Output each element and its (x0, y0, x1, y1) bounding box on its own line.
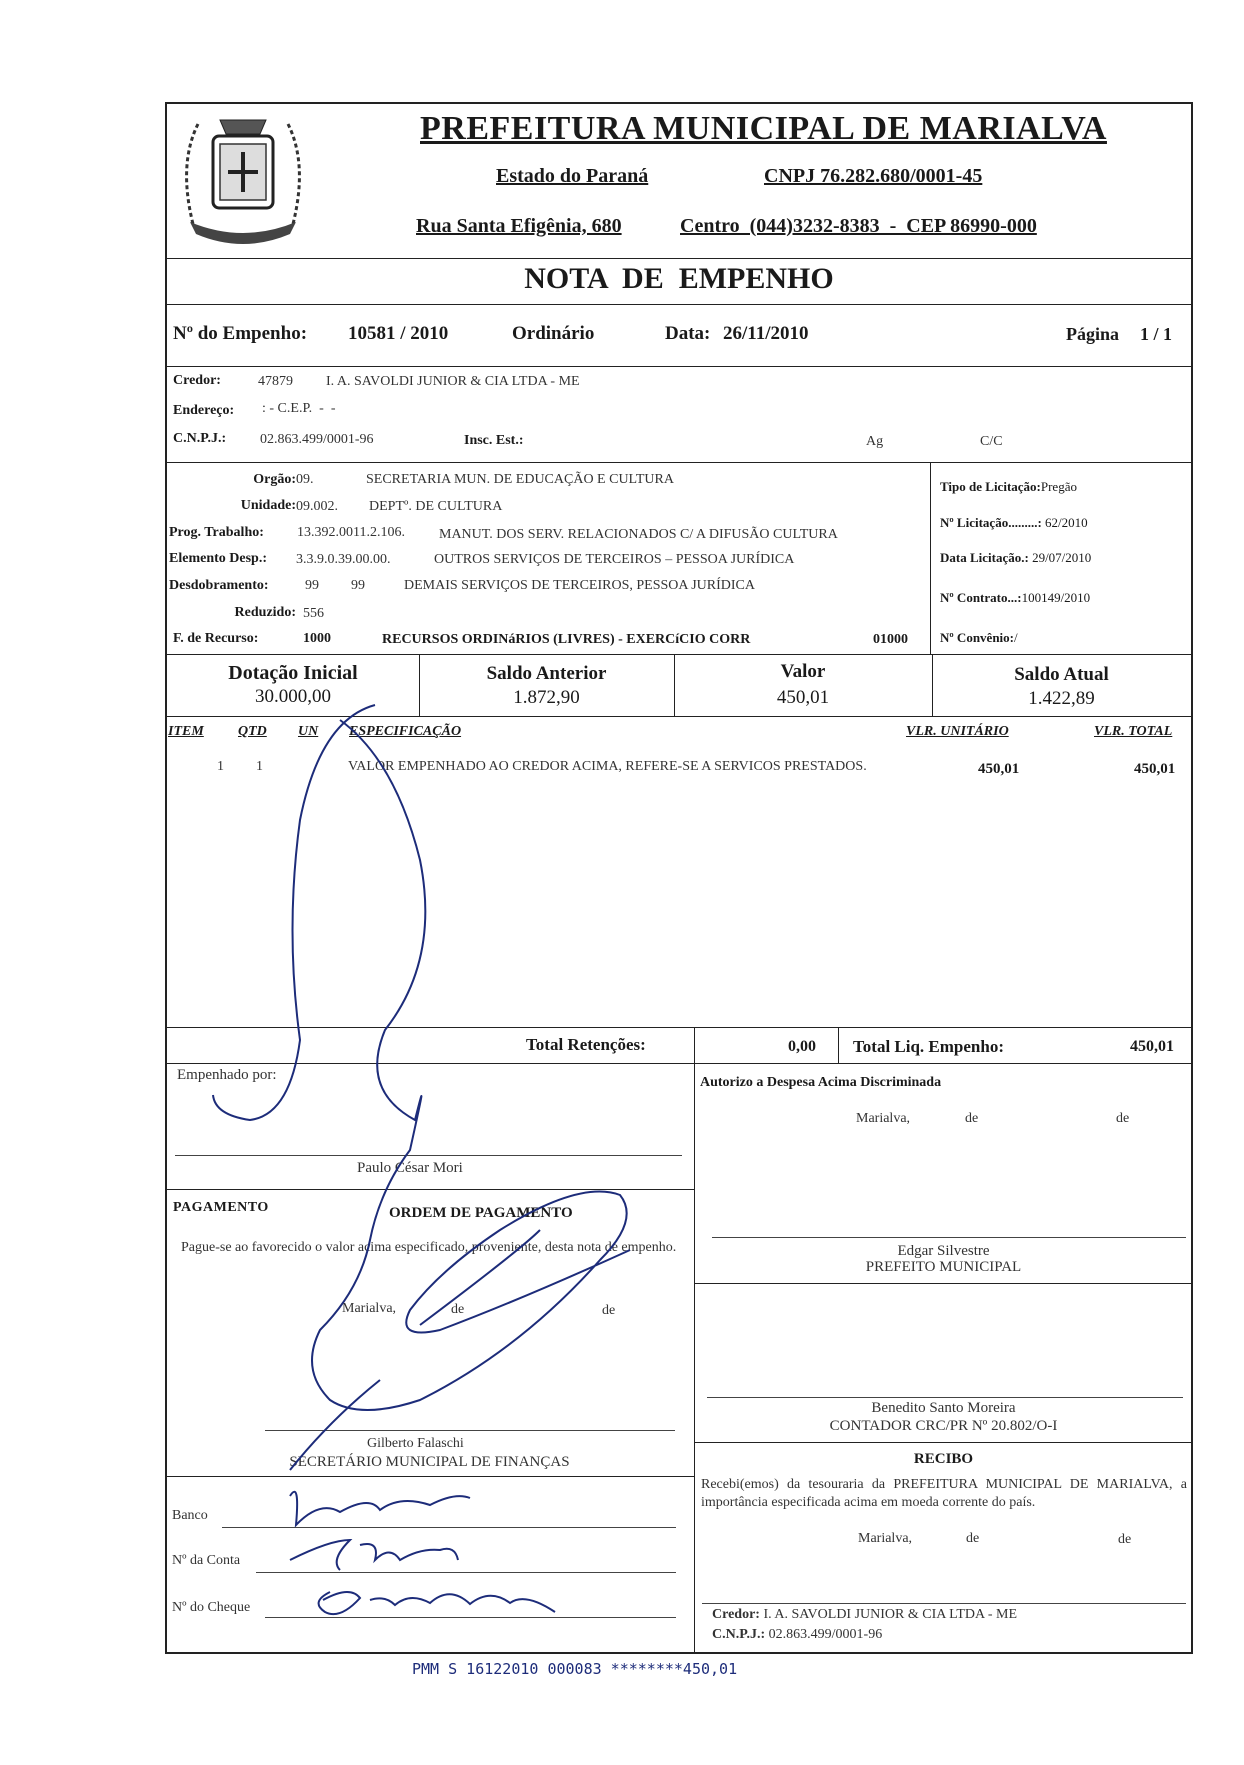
item-espec: VALOR EMPENHADO AO CREDOR ACIMA, REFERE-SE A SERVICOS PRESTADOS. (348, 759, 867, 774)
saldo-atual-label: Saldo Atual (1014, 664, 1109, 685)
divider (694, 1442, 1193, 1443)
desdobramento-code-1: 99 (305, 578, 319, 593)
orgao-code: 09. (296, 472, 314, 487)
page-label: Página (1066, 324, 1120, 344)
conta-label: Nº da Conta (172, 1553, 241, 1568)
elemento-label: Elemento Desp.: (169, 551, 267, 566)
empenho-number: 10581 / 2010 (348, 323, 449, 344)
pagamento-signer: Gilberto Falaschi (367, 1436, 464, 1451)
retencoes-label: Total Retenções: (526, 1035, 646, 1054)
signature-line (265, 1430, 675, 1431)
desdobramento-desc: DEMAIS SERVIÇOS DE TERCEIROS, PESSOA JURÍDICA (404, 578, 756, 593)
valor-label: Valor (780, 661, 826, 682)
credor-name: I. A. SAVOLDI JUNIOR & CIA LTDA - ME (326, 374, 580, 389)
saldo-atual-value: 1.422,89 (1028, 688, 1095, 709)
divider (165, 366, 1193, 367)
contador-role: CONTADOR CRC/PR Nº 20.802/O-I (829, 1418, 1058, 1434)
divider (165, 304, 1193, 305)
col-item-header: ITEM (168, 724, 204, 739)
recibo-de-1: de (966, 1531, 980, 1546)
convenio: / (1014, 630, 1018, 645)
empenho-number-label: Nº do Empenho: (173, 323, 308, 344)
ag-label: Ag (866, 434, 884, 449)
unidade-desc: DEPTº. DE CULTURA (369, 499, 503, 514)
empenho-date: 26/11/2010 (723, 323, 809, 344)
num-licitacao: 62/2010 (1045, 515, 1088, 530)
col-espec-header: ESPECIFICAÇÃO (349, 724, 462, 739)
credor-cnpj-label: C.N.P.J.: (173, 431, 227, 446)
divider (165, 258, 1193, 259)
banco-label: Banco (172, 1508, 208, 1523)
total-liq-label: Total Liq. Empenho: (853, 1037, 1004, 1056)
cc-label: C/C (980, 434, 1003, 449)
recurso-code: 1000 (303, 631, 331, 646)
unidade-label: Unidade: (240, 498, 296, 513)
autorizo-role: PREFEITO MUNICIPAL (865, 1259, 1022, 1275)
recibo-credor: I. A. SAVOLDI JUNIOR & CIA LTDA - ME (763, 1607, 1018, 1622)
state-name: Estado do Paraná (496, 165, 649, 187)
elemento-code: 3.3.9.0.39.00.00. (296, 552, 391, 567)
footer-code: PMM S 16122010 000083 ********450,01 (412, 1660, 738, 1678)
cheque-label: Nº do Cheque (172, 1600, 251, 1615)
reduzido-label: Reduzido: (234, 605, 296, 620)
valor-value: 450,01 (776, 687, 830, 708)
divider (165, 462, 1193, 463)
divider (930, 462, 931, 654)
ordem-label: ORDEM DE PAGAMENTO (389, 1205, 573, 1221)
banco-line (222, 1527, 676, 1528)
recibo-de-2: de (1118, 1532, 1132, 1547)
signature-line (712, 1237, 1186, 1238)
tipo-licitacao-label: Tipo de Licitação: (940, 479, 1041, 494)
recibo-city: Marialva, (858, 1531, 913, 1546)
credor-label: Credor: (173, 373, 221, 388)
recurso-desc: RECURSOS ORDINáRIOS (LIVRES) - EXERCíCIO CORR (382, 632, 751, 647)
divider (165, 1476, 694, 1477)
orgao-desc: SECRETARIA MUN. DE EDUCAÇÃO E CULTURA (366, 472, 674, 487)
recibo-cnpj-label: C.N.P.J.: (712, 1627, 766, 1642)
recibo-label: RECIBO (913, 1451, 974, 1467)
divider (838, 1027, 839, 1064)
recibo-cnpj: 02.863.499/0001-96 (768, 1627, 883, 1642)
pagamento-role: SECRETÁRIO MUNICIPAL DE FINANÇAS (289, 1454, 570, 1470)
empenhado-label: Empenhado por: (177, 1067, 277, 1083)
credor-code: 47879 (258, 374, 293, 389)
empenho-type: Ordinário (512, 323, 595, 344)
org-contact: Centro (044)3232-8383 - CEP 86990-000 (680, 215, 1037, 237)
recurso-code-2: 01000 (873, 632, 908, 647)
divider (165, 1027, 1193, 1028)
unidade-code: 09.002. (296, 499, 338, 514)
tipo-licitacao: Pregão (1040, 479, 1077, 494)
empenhado-signer: Paulo César Mori (357, 1160, 463, 1176)
col-vlr-total-header: VLR. TOTAL (1094, 724, 1173, 739)
divider (165, 1063, 1193, 1064)
signature-line (702, 1603, 1186, 1604)
conta-line (256, 1572, 676, 1573)
prog-desc: MANUT. DOS SERV. RELACIONADOS C/ A DIFUSÃO CULTURA (439, 527, 838, 542)
pagamento-de-2: de (602, 1303, 616, 1318)
reduzido-value: 556 (303, 606, 324, 621)
doc-title: NOTA DE EMPENHO (524, 262, 834, 295)
autorizo-signer: Edgar Silvestre (897, 1243, 990, 1259)
orgao-label: Orgão: (253, 472, 296, 487)
col-vlr-unit-header: VLR. UNITÁRIO (906, 724, 1009, 739)
col-un-header: UN (298, 724, 319, 739)
recibo-text: Recebi(emos) da tesouraria da PREFEITURA MUNICIPAL DE MARIALVA, a importância especificada acima em moeda corrente do país. (701, 1477, 1187, 1510)
org-cnpj: CNPJ 76.282.680/0001-45 (764, 165, 983, 187)
desdobramento-label: Desdobramento: (169, 578, 269, 593)
coat-of-arms-logo (168, 104, 318, 256)
org-name: PREFEITURA MUNICIPAL DE MARIALVA (420, 110, 1107, 147)
credor-address-label: Endereço: (173, 403, 235, 418)
convenio-label: Nº Convênio: (940, 630, 1014, 645)
signature-line (175, 1155, 682, 1156)
num-licitacao-label: Nº Licitação.........: (940, 515, 1042, 530)
divider (694, 1283, 1193, 1284)
pagamento-de-1: de (451, 1302, 465, 1317)
autorizo-de-1: de (965, 1111, 979, 1126)
item-vlr-total: 450,01 (1134, 761, 1176, 777)
contrato: 100149/2010 (1021, 590, 1091, 605)
prog-code: 13.392.0011.2.106. (297, 525, 405, 540)
contrato-label: Nº Contrato...: (940, 590, 1022, 605)
divider (165, 1189, 694, 1190)
pagamento-text: Pague-se ao favorecido o valor acima especificado, proveniente, desta nota de empenho. (181, 1240, 677, 1255)
dotacao-label: Dotação Inicial (228, 662, 358, 684)
contador-signer: Benedito Santo Moreira (871, 1400, 1016, 1416)
recurso-label: F. de Recurso: (173, 631, 259, 646)
retencoes-value: 0,00 (788, 1038, 816, 1055)
item-vlr-unit: 450,01 (978, 761, 1020, 777)
dotacao-value: 30.000,00 (255, 686, 331, 707)
divider (694, 1027, 695, 1064)
saldo-anterior-value: 1.872,90 (513, 687, 580, 708)
empenho-date-label: Data: (665, 323, 711, 344)
data-licitacao-label: Data Licitação.: (940, 550, 1029, 565)
divider (165, 654, 1193, 655)
signature-line (707, 1397, 1183, 1398)
insc-est-label: Insc. Est.: (464, 433, 524, 448)
elemento-desc: OUTROS SERVIÇOS DE TERCEIROS – PESSOA JURÍDICA (434, 552, 795, 567)
item-qtd: 1 (256, 759, 263, 774)
autorizo-label: Autorizo a Despesa Acima Discriminada (700, 1075, 942, 1090)
divider (694, 1063, 695, 1652)
org-address: Rua Santa Efigênia, 680 (416, 215, 622, 237)
col-qtd-header: QTD (238, 724, 267, 739)
data-licitacao: 29/07/2010 (1032, 550, 1092, 565)
total-liq-value: 450,01 (1130, 1038, 1174, 1055)
pagamento-label: PAGAMENTO (173, 1200, 269, 1215)
pagamento-city: Marialva, (342, 1301, 397, 1316)
page-number: 1 / 1 (1140, 324, 1173, 344)
item-number: 1 (217, 759, 224, 774)
autorizo-de-2: de (1116, 1111, 1130, 1126)
credor-address: : - C.E.P. - - (262, 401, 336, 416)
saldo-anterior-label: Saldo Anterior (486, 663, 607, 684)
prog-label: Prog. Trabalho: (169, 525, 264, 540)
divider (165, 716, 1193, 717)
credor-cnpj: 02.863.499/0001-96 (260, 432, 374, 447)
desdobramento-code-2: 99 (351, 578, 365, 593)
autorizo-city: Marialva, (856, 1111, 911, 1126)
cheque-line (265, 1617, 676, 1618)
recibo-credor-label: Credor: (712, 1607, 760, 1622)
